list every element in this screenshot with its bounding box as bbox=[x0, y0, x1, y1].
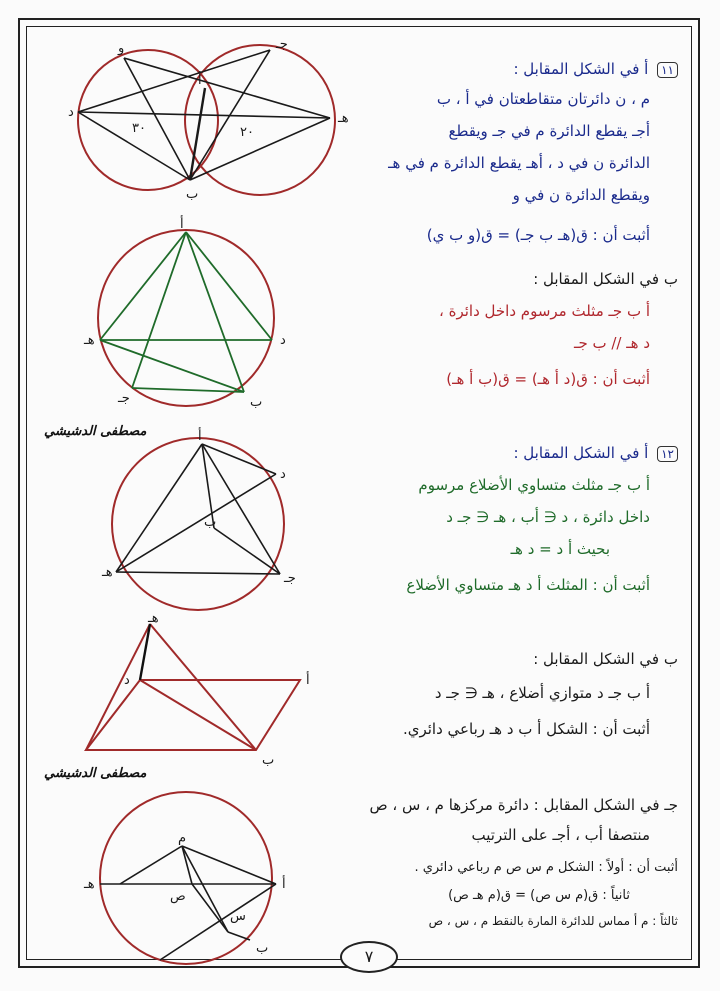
fig1-label-d: د bbox=[68, 105, 74, 120]
fig1-angle-1: ٣٠ bbox=[132, 121, 146, 136]
fig1-label-b: ب bbox=[186, 187, 199, 202]
problem-11-line-3: الدائرة ن في د ، أهـ يقطع الدائرة م في هـ bbox=[388, 154, 650, 172]
problem-11-prove: أثبت أن : ق(هـ ب جـ) = ق(و ب ي) bbox=[426, 226, 650, 244]
svg-text:ب: ب bbox=[250, 395, 263, 410]
problem-11-number: ١١ bbox=[657, 62, 678, 78]
problem-12c-line-4: ثالثاً : م أ مماس للدائرة المارة بالنقط م ، س ، ص bbox=[428, 914, 678, 928]
problem-12-title: ١٢ أ في الشكل المقابل : bbox=[513, 444, 678, 462]
problem-11b-prove: أثبت أن : ق(د أ هـ) = ق(ب أ هـ) bbox=[446, 370, 650, 388]
svg-text:أ: أ bbox=[306, 673, 310, 688]
svg-text:د: د bbox=[124, 673, 130, 688]
problem-12-prove: أثبت أن : المثلث أ د هـ متساوي الأضلاع bbox=[406, 576, 650, 594]
svg-text:د: د bbox=[280, 467, 286, 482]
problem-12b-line-1: أ ب جـ د متوازي أضلاع ، هـ ∈ جـ د bbox=[434, 684, 650, 702]
fig1-label-a: أ bbox=[198, 73, 202, 88]
fig1-label-c: جـ bbox=[276, 37, 288, 52]
svg-text:جـ: جـ bbox=[284, 571, 296, 586]
svg-text:د: د bbox=[280, 333, 286, 348]
problem-12b-title: ب في الشكل المقابل : bbox=[533, 650, 678, 668]
problem-11-line-1: م ، ن دائرتان متقاطعتان في أ ، ب bbox=[436, 90, 650, 108]
fig1-label-w: و bbox=[118, 41, 125, 56]
problem-11-title: ١١ أ في الشكل المقابل : bbox=[513, 60, 678, 78]
figure-triangle-circle-parallel bbox=[83, 215, 286, 410]
fig1-label-e: هـ bbox=[338, 111, 349, 126]
problem-11b-title: ب في الشكل المقابل : bbox=[533, 270, 678, 288]
svg-text:س: س bbox=[230, 909, 246, 924]
svg-text:ص: ص bbox=[170, 889, 186, 904]
svg-text:م: م bbox=[178, 831, 187, 846]
figure-circle-midpoints bbox=[83, 792, 286, 964]
problem-12c-line-1: منتصفا أب ، أجـ على الترتيب bbox=[471, 826, 650, 844]
figure-two-circles bbox=[68, 37, 349, 202]
svg-text:هـ: هـ bbox=[84, 877, 95, 892]
svg-text:ب: ب bbox=[204, 515, 217, 530]
problem-12-line-2: داخل دائرة ، د ∈ أب ، هـ ∈ جـ د bbox=[446, 508, 650, 526]
author-signature-1: مصطفى الدشيشي bbox=[44, 424, 147, 439]
svg-text:أ: أ bbox=[180, 217, 184, 232]
figure-equilateral-circle bbox=[101, 427, 296, 610]
problem-12c-title: جـ في الشكل المقابل : دائرة مركزها م ، س ، ص bbox=[369, 796, 678, 814]
fig1-angle-2: ٢٠ bbox=[240, 125, 254, 140]
figure-parallelogram bbox=[86, 611, 310, 768]
svg-text:هـ: هـ bbox=[102, 565, 113, 580]
svg-text:أ: أ bbox=[282, 877, 286, 892]
svg-text:هـ: هـ bbox=[148, 611, 159, 626]
problem-11-line-2: أجـ يقطع الدائرة م في جـ ويقطع bbox=[448, 122, 650, 140]
problem-12-line-3: بحيث أ د = د هـ bbox=[510, 540, 610, 558]
problem-12-line-1: أ ب جـ مثلث متساوي الأضلاع مرسوم bbox=[418, 476, 650, 494]
problem-12c-line-3: ثانياً : ق(م س ص) = ق(م هـ ص) bbox=[448, 888, 630, 903]
page-number: ٧ bbox=[340, 941, 398, 973]
svg-text:جـ: جـ bbox=[118, 391, 130, 406]
author-signature-2: مصطفى الدشيشي bbox=[44, 766, 147, 781]
problem-11b-line-2: د هـ // ب جـ bbox=[574, 334, 650, 352]
problem-12c-line-2: أثبت أن : أولاً : الشكل م س ص م رباعي دائري . bbox=[414, 860, 678, 875]
problem-11b-line-1: أ ب جـ مثلث مرسوم داخل دائرة ، bbox=[439, 302, 650, 320]
svg-text:ب: ب bbox=[262, 753, 275, 768]
problem-12-number: ١٢ bbox=[657, 446, 678, 462]
problem-12b-prove: أثبت أن : الشكل أ ب د هـ رباعي دائري. bbox=[402, 720, 650, 738]
svg-text:هـ: هـ bbox=[84, 333, 95, 348]
svg-text:ب: ب bbox=[256, 941, 269, 956]
problem-11-line-4: ويقطع الدائرة ن في و bbox=[512, 186, 650, 204]
svg-text:أ: أ bbox=[198, 429, 202, 444]
